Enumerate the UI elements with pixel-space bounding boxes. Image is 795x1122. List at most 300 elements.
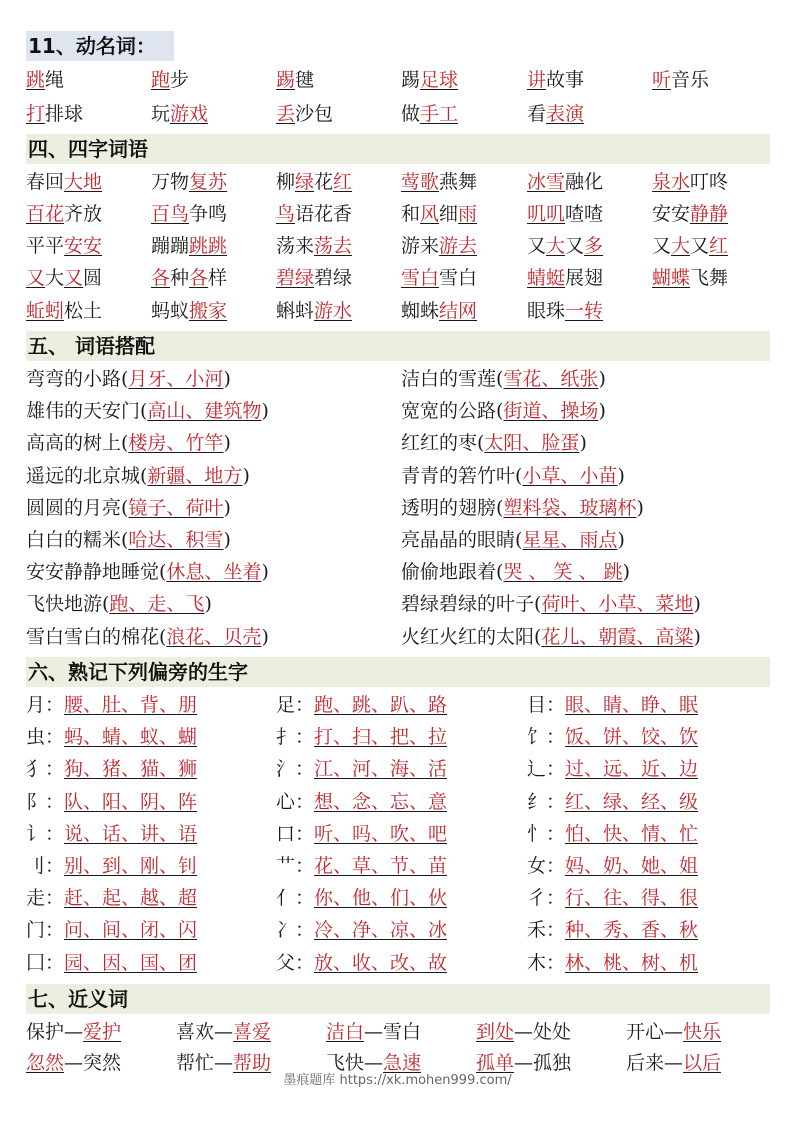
prompt-text: 碧绿碧绿的叶子(	[401, 593, 542, 616]
radical-cell	[26, 691, 197, 719]
radical-cell	[26, 916, 197, 944]
prompt-text: 红红的枣(	[401, 432, 485, 455]
word-cell	[26, 100, 83, 128]
prompt-text: 开心—	[626, 1021, 684, 1043]
answer-text: 过、远、近、边	[565, 758, 699, 781]
radical-cell	[276, 916, 447, 944]
prompt-text: 万物	[151, 171, 190, 193]
answer-text: 月牙、小河	[128, 368, 224, 390]
answer-text: 丢	[276, 103, 296, 125]
idiom-cell	[401, 168, 477, 196]
answer-text: 街道、操场	[503, 400, 599, 423]
answer-text: 游戏	[170, 103, 209, 125]
text-row	[26, 820, 786, 850]
idiom-cell	[151, 232, 227, 260]
answer-text: 又	[26, 267, 46, 289]
prompt-text: 白白的糯米(	[26, 529, 129, 551]
idiom-cell	[151, 168, 227, 196]
text-row	[26, 788, 786, 818]
collocation-cell	[26, 558, 269, 586]
word-cell	[527, 100, 584, 128]
answer-text: 游去	[439, 235, 478, 257]
text-row	[26, 526, 786, 556]
answer-text: 打	[26, 103, 46, 125]
answer-text: 高山、建筑物	[147, 400, 262, 423]
text-row	[26, 590, 786, 620]
prompt-text: 纟：	[527, 790, 566, 813]
prompt-text: )	[598, 400, 606, 423]
text-row	[26, 397, 786, 427]
prompt-text: 走：	[26, 887, 65, 910]
section-5-title: 五、 词语搭配	[26, 331, 770, 361]
answer-text: 狗、猪、猫、狮	[64, 758, 198, 781]
synonym-cell	[26, 1018, 121, 1046]
prompt-text: 花	[314, 171, 334, 193]
prompt-text: 弯弯的小路(	[26, 368, 129, 390]
idiom-cell	[151, 297, 227, 325]
answer-text: 蝴蝶	[652, 267, 691, 289]
radical-cell	[527, 691, 698, 719]
collocation-cell	[26, 462, 250, 490]
answer-text: 放、收、改、故	[314, 951, 448, 974]
prompt-text: )	[617, 529, 625, 551]
answer-text: 帮助	[233, 1052, 272, 1074]
radical-cell	[26, 788, 197, 816]
answer-text: 鸟	[276, 203, 296, 225]
prompt-text: 游来	[401, 235, 440, 257]
answer-text: 冷、净、凉、冰	[314, 919, 448, 942]
prompt-text: )	[223, 496, 231, 519]
answer-text: 安安	[64, 235, 103, 257]
answer-text: 红	[709, 235, 729, 257]
idiom-cell	[527, 297, 603, 325]
section-6-title: 六、熟记下列偏旁的生字	[26, 657, 770, 687]
prompt-text: )	[242, 464, 250, 487]
prompt-text: 雪白	[439, 267, 478, 289]
prompt-text: 眼珠	[527, 300, 566, 322]
prompt-text: 冫：	[276, 919, 315, 942]
answer-text: 蜻蜓	[527, 267, 566, 289]
prompt-text: )	[693, 593, 701, 616]
prompt-text: 毽	[295, 69, 315, 91]
prompt-text: 女：	[527, 855, 566, 877]
prompt-text: 踢	[401, 69, 421, 91]
prompt-text: )	[223, 432, 231, 455]
collocation-cell	[401, 462, 625, 490]
prompt-text: 种	[170, 267, 190, 289]
prompt-text: 洁白的雪莲(	[401, 368, 504, 390]
prompt-text: 柳	[276, 171, 296, 193]
text-row	[26, 429, 786, 459]
prompt-text: 扌：	[276, 726, 315, 749]
prompt-text: 蜘蛛	[401, 300, 440, 322]
answer-text: 百花	[26, 203, 65, 225]
radical-cell	[527, 884, 698, 912]
prompt-text: 亮晶晶的眼睛(	[401, 529, 523, 551]
collocation-cell	[401, 397, 606, 425]
radical-cell	[527, 755, 698, 783]
prompt-text: 又	[652, 235, 672, 257]
prompt-text: 亻：	[276, 887, 315, 910]
answer-text: 哭 、 笑 、 跳	[503, 561, 623, 584]
prompt-text: 保护—	[26, 1021, 84, 1043]
word-cell	[527, 66, 584, 94]
collocation-cell	[26, 397, 269, 425]
prompt-text: 又	[565, 235, 585, 257]
collocation-cell	[401, 558, 630, 586]
answer-text: 表演	[546, 103, 585, 125]
prompt-text: 又	[690, 235, 710, 257]
text-row	[26, 723, 786, 753]
answer-text: 小草、小苗	[522, 464, 618, 487]
idiom-cell	[527, 168, 603, 196]
prompt-text: 父：	[276, 951, 315, 974]
answer-text: 花儿、朝霞、高粱	[541, 625, 694, 648]
text-row	[26, 264, 786, 294]
idiom-cell	[276, 200, 352, 228]
prompt-text: 口：	[276, 822, 315, 845]
collocation-cell	[401, 365, 606, 393]
idiom-cell	[401, 200, 477, 228]
answer-text: 一转	[565, 300, 604, 322]
idiom-cell	[401, 264, 477, 292]
synonym-cell	[176, 1018, 271, 1046]
word-cell	[401, 66, 458, 94]
collocation-cell	[401, 590, 701, 618]
idiom-cell	[26, 232, 102, 260]
section-4-title: 四、四字词语	[26, 134, 770, 164]
answer-text: 又	[64, 267, 84, 289]
prompt-text: 燕舞	[439, 171, 478, 193]
answer-text: 喜爱	[233, 1021, 272, 1043]
prompt-text: 细	[439, 203, 459, 225]
answer-text: 急速	[383, 1052, 422, 1074]
answer-text: 江、河、海、活	[314, 758, 448, 781]
prompt-text: 偷偷地跟着(	[401, 561, 504, 584]
section-11-title: 11、动名词：	[26, 31, 174, 61]
prompt-text: 饣：	[527, 726, 566, 749]
prompt-text: 看	[527, 103, 547, 125]
answer-text: 大	[546, 235, 566, 257]
idiom-cell	[151, 200, 227, 228]
radical-cell	[276, 820, 447, 848]
text-row	[26, 884, 786, 914]
idiom-cell	[26, 200, 102, 228]
collocation-cell	[26, 494, 231, 522]
idiom-cell	[26, 264, 102, 292]
word-cell	[652, 66, 709, 94]
prompt-text: )	[693, 625, 701, 648]
prompt-text: 禾：	[527, 919, 566, 942]
text-row	[26, 365, 786, 395]
answer-text: 大	[671, 235, 691, 257]
answer-text: 风	[420, 203, 440, 225]
prompt-text: 荡来	[276, 235, 315, 257]
prompt-text: )	[261, 561, 269, 584]
radical-cell	[527, 788, 698, 816]
prompt-text: 月：	[26, 694, 65, 716]
answer-text: 大地	[64, 171, 103, 193]
answer-text: 各	[189, 267, 209, 289]
prompt-text: 高高的树上(	[26, 432, 129, 455]
prompt-text: )	[223, 368, 231, 390]
answer-text: 你、他、们、伙	[314, 887, 448, 910]
text-row	[26, 66, 786, 96]
answer-text: 种、秀、香、秋	[565, 919, 699, 942]
prompt-text: )	[622, 561, 631, 584]
prompt-text: )	[636, 496, 644, 519]
collocation-cell	[26, 590, 212, 618]
answer-text: 林、桃、树、机	[565, 951, 699, 974]
collocation-cell	[401, 526, 625, 554]
text-row	[26, 232, 786, 262]
radical-cell	[276, 884, 447, 912]
answer-text: 行、往、得、很	[565, 887, 699, 910]
answer-text: 花、草、节、苗	[314, 855, 448, 877]
prompt-text: 飞舞	[690, 267, 729, 289]
answer-text: 队、阳、阴、阵	[64, 790, 198, 813]
prompt-text: 讠：	[26, 822, 65, 845]
prompt-text: )	[617, 464, 625, 487]
answer-text: 打、扫、把、拉	[314, 726, 448, 749]
prompt-text: 青青的箬竹叶(	[401, 464, 523, 487]
prompt-text: 木：	[527, 951, 566, 974]
prompt-text: 刂：	[26, 855, 65, 877]
answer-text: 妈、奶、她、姐	[565, 855, 699, 877]
prompt-text: 故事	[546, 69, 585, 91]
radical-cell	[527, 852, 698, 880]
radical-cell	[527, 916, 698, 944]
answer-text: 静静	[690, 203, 729, 225]
prompt-text: 齐放	[64, 203, 103, 225]
radical-cell	[276, 723, 447, 751]
answer-text: 怕、快、情、忙	[565, 822, 699, 845]
collocation-cell	[26, 429, 231, 457]
prompt-text: 帮忙—	[176, 1052, 234, 1074]
answer-text: 跑、走、飞	[109, 593, 205, 616]
prompt-text: 宽宽的公路(	[401, 400, 504, 423]
answer-text: 跳	[26, 69, 46, 91]
idiom-cell	[652, 264, 728, 292]
prompt-text: 足：	[276, 694, 315, 716]
prompt-text: 囗：	[26, 951, 65, 974]
answer-text: 泉水	[652, 171, 691, 193]
radical-cell	[276, 788, 447, 816]
radical-cell	[527, 723, 698, 751]
text-row	[26, 1018, 786, 1048]
prompt-text: )	[598, 368, 606, 390]
idiom-cell	[527, 200, 603, 228]
prompt-text: 透明的翅膀(	[401, 496, 504, 519]
prompt-text: 圆圆的月亮(	[26, 496, 129, 519]
prompt-text: )	[204, 593, 212, 616]
prompt-text: 犭：	[26, 758, 65, 781]
radical-cell	[276, 949, 447, 977]
answer-text: 休息、坐着	[166, 561, 262, 584]
answer-text: 洁白	[326, 1021, 365, 1043]
answer-text: 饭、饼、饺、饮	[565, 726, 699, 749]
answer-text: 跑	[151, 69, 171, 91]
answer-text: 搬家	[189, 300, 228, 322]
answer-text: 园、因、国、团	[64, 951, 198, 974]
answer-text: 雪白	[401, 267, 440, 289]
answer-text: 荡去	[314, 235, 353, 257]
idiom-cell	[652, 200, 728, 228]
prompt-text: 步	[170, 69, 190, 91]
answer-text: 结网	[439, 300, 478, 322]
answer-text: 踢	[276, 69, 296, 91]
prompt-text: 门：	[26, 919, 65, 942]
answer-text: 绿	[295, 171, 315, 193]
idiom-cell	[26, 297, 102, 325]
answer-text: 问、间、闭、闪	[64, 919, 198, 942]
prompt-text: 大	[45, 267, 65, 289]
answer-text: 腰、肚、背、朋	[64, 694, 198, 716]
answer-text: 快乐	[683, 1021, 722, 1043]
collocation-cell	[26, 623, 269, 651]
answer-text: 听、吗、吹、吧	[314, 822, 448, 845]
collocation-cell	[26, 365, 231, 393]
radical-cell	[276, 755, 447, 783]
answer-text: 手工	[420, 103, 459, 125]
answer-text: 哈达、积雪	[128, 529, 224, 551]
synonym-cell	[326, 1018, 421, 1046]
word-cell	[276, 100, 333, 128]
radical-cell	[26, 723, 197, 751]
prompt-text: 心：	[276, 790, 315, 813]
prompt-text: 后来—	[626, 1052, 684, 1074]
section-7-title: 七、近义词	[26, 984, 770, 1014]
prompt-text: 蚂蚁	[151, 300, 190, 322]
prompt-text: 碧绿	[314, 267, 353, 289]
prompt-text: —处处	[514, 1021, 572, 1043]
text-row	[26, 916, 786, 946]
prompt-text: —突然	[64, 1052, 122, 1074]
radical-cell	[26, 755, 197, 783]
answer-text: 以后	[683, 1052, 722, 1074]
answer-text: 蚂、蜻、蚁、蝴	[64, 726, 198, 749]
prompt-text: 平平	[26, 235, 65, 257]
idiom-cell	[401, 297, 477, 325]
answer-text: 跑、跳、趴、路	[314, 694, 448, 716]
collocation-cell	[26, 526, 231, 554]
answer-text: 雨	[458, 203, 478, 225]
answer-text: 红、绿、经、级	[565, 790, 699, 813]
answer-text: 碧绿	[276, 267, 315, 289]
radical-cell	[527, 820, 698, 848]
prompt-text: 玩	[151, 103, 171, 125]
prompt-text: 安安	[652, 203, 691, 225]
prompt-text: 排球	[45, 103, 84, 125]
radical-cell	[276, 691, 447, 719]
answer-text: 孤单	[476, 1052, 515, 1074]
word-cell	[151, 100, 208, 128]
text-row	[26, 297, 786, 327]
radical-cell	[26, 949, 197, 977]
answer-text: 莺歌	[401, 171, 440, 193]
prompt-text: 沙包	[295, 103, 334, 125]
word-cell	[151, 66, 189, 94]
word-cell	[276, 66, 314, 94]
prompt-text: )	[579, 432, 587, 455]
prompt-text: 雪白雪白的棉花(	[26, 625, 167, 648]
synonym-cell	[626, 1018, 721, 1046]
answer-text: 百鸟	[151, 203, 190, 225]
collocation-cell	[401, 494, 644, 522]
answer-text: 忽然	[26, 1052, 65, 1074]
answer-text: 游水	[314, 300, 353, 322]
answer-text: 星星、雨点	[522, 529, 618, 551]
answer-text: 跳跳	[189, 235, 228, 257]
prompt-text: —雪白	[364, 1021, 422, 1043]
prompt-text: 喜欢—	[176, 1021, 234, 1043]
answer-text: 赶、起、越、超	[64, 887, 198, 910]
text-row	[26, 623, 786, 653]
answer-text: 想、念、忘、意	[314, 790, 448, 813]
prompt-text: 争鸣	[189, 203, 228, 225]
prompt-text: 忄：	[527, 822, 566, 845]
prompt-text: 喳喳	[565, 203, 604, 225]
answer-text: 说、话、讲、语	[64, 822, 198, 845]
radical-cell	[26, 820, 197, 848]
answer-text: 足球	[420, 69, 459, 91]
radical-cell	[26, 884, 197, 912]
prompt-text: 雄伟的天安门(	[26, 400, 148, 423]
prompt-text: 安安静静地睡觉(	[26, 561, 167, 584]
prompt-text: 虫：	[26, 726, 65, 749]
text-row	[26, 168, 786, 198]
text-row	[26, 949, 786, 979]
idiom-cell	[276, 264, 352, 292]
text-row	[26, 558, 786, 588]
answer-text: 各	[151, 267, 171, 289]
radical-cell	[26, 852, 197, 880]
answer-text: 荷叶、小草、菜地	[541, 593, 694, 616]
text-row	[26, 494, 786, 524]
prompt-text: 氵：	[276, 758, 315, 781]
answer-text: 多	[584, 235, 604, 257]
answer-text: 太阳、脸蛋	[484, 432, 580, 455]
answer-text: 眼、睛、睁、眠	[565, 694, 699, 716]
prompt-text: 蝌蚪	[276, 300, 315, 322]
prompt-text: 辶：	[527, 758, 566, 781]
idiom-cell	[527, 264, 603, 292]
text-row	[26, 462, 786, 492]
answer-text: 复苏	[189, 171, 228, 193]
text-row	[26, 100, 786, 130]
prompt-text: 语花香	[295, 203, 353, 225]
word-cell	[401, 100, 458, 128]
prompt-text: 阝：	[26, 790, 65, 813]
idiom-cell	[652, 232, 728, 260]
idiom-cell	[401, 232, 477, 260]
answer-text: 到处	[476, 1021, 515, 1043]
answer-text: 听	[652, 69, 672, 91]
text-row	[26, 852, 786, 882]
answer-text: 塑料袋、玻璃杯	[503, 496, 637, 519]
prompt-text: )	[261, 625, 269, 648]
prompt-text: 叮咚	[690, 171, 729, 193]
prompt-text: 遥远的北京城(	[26, 464, 148, 487]
idiom-cell	[276, 232, 352, 260]
prompt-text: )	[223, 529, 231, 551]
prompt-text: 艹：	[276, 855, 315, 877]
prompt-text: 春回	[26, 171, 65, 193]
prompt-text: 做	[401, 103, 421, 125]
prompt-text: 和	[401, 203, 421, 225]
radical-cell	[527, 949, 698, 977]
prompt-text: 飞快—	[326, 1052, 384, 1074]
